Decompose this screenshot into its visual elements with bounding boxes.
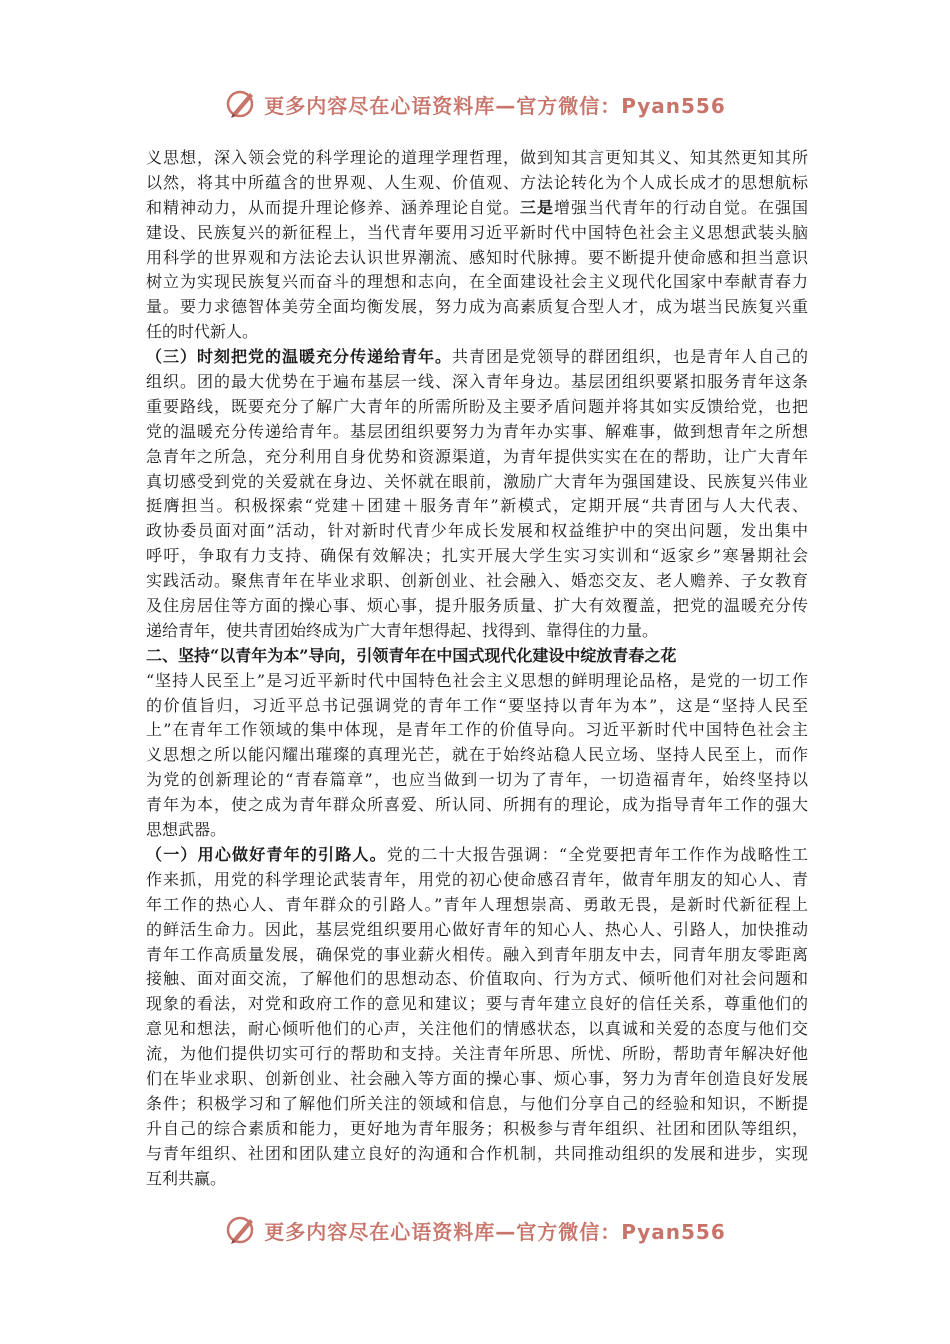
- text-line: [146, 594, 808, 619]
- text-segment: 流，为他们提供切实可行的帮助和支持。关注青年所思、所忧、所盼，帮助青年解决好他: [146, 1044, 808, 1064]
- text-line: [146, 1067, 808, 1092]
- text-segment: 急青年之所急，充分利用自身优势和资源渠道，为青年提供实实在在的帮助，让广大青年: [146, 446, 808, 466]
- text-segment: 量。要力求德智体美劳全面均衡发展，努力成为高素质复合型人才，成为堪当民族复兴重: [146, 297, 808, 317]
- text-segment: 实践活动。聚焦青年在毕业求职、创新创业、社会融入、婚恋交友、老人赡养、子女教育: [146, 571, 808, 591]
- text-segment: 义思想之所以能闪耀出璀璨的真理光芒，就在于始终站稳人民立场、坚持人民至上，而作: [146, 745, 808, 765]
- text-line: [146, 1092, 808, 1117]
- text-segment: 青年工作高质量发展，确保党的事业薪火相传。融入到青年朋友中去，同青年朋友零距离: [146, 944, 808, 964]
- text-line: [146, 893, 808, 918]
- text-line: [146, 370, 808, 395]
- text-line: [146, 843, 808, 868]
- text-segment: 呼吁，争取有力支持、确保有效解决；扎实开展大学生实习实训和“返家乡”寒暑期社会: [146, 546, 808, 566]
- text-segment: 重要路线，既要充分了解广大青年的所需所盼及主要矛盾问题并将其如实反馈给党，也把: [146, 396, 808, 416]
- text-line: [146, 868, 808, 893]
- text-line: [146, 544, 808, 569]
- text-line: [146, 1117, 808, 1142]
- text-segment: 及住房居住等方面的操心事、烦心事，提升服务质量、扩大有效覆盖，把党的温暖充分传: [146, 596, 808, 616]
- text-segment: 建设、民族复兴的新征程上，当代青年要用习近平新时代中国特色社会主义思想武装头脑: [146, 222, 808, 242]
- text-segment: 增强当代青年的行动自觉。在强国: [553, 197, 808, 217]
- text-segment: 与青年组织、社团和团队建立良好的沟通和合作机制，共同推动组织的发展和进步，实现: [146, 1143, 808, 1163]
- text-segment: 共青团是党领导的群团组织，也是青年人自己的: [452, 347, 808, 367]
- text-segment: 义思想，深入领会党的科学理论的道理学理哲理，做到知其言更知其义、知其然更知其所: [146, 148, 808, 167]
- text-line: [146, 320, 808, 345]
- text-segment: “坚持人民至上”是习近平新时代中国特色社会主义思想的鲜明理论品格，是党的一切工作: [146, 670, 808, 690]
- text-line: [146, 669, 808, 694]
- text-segment: 现象的看法，对党和政府工作的意见和建议；要与青年建立良好的信任关系，尊重他们的: [146, 994, 808, 1014]
- text-segment: 接触、面对面交流，了解他们的思想动态、价值取向、行为方式、倾听他们对社会问题和: [146, 969, 808, 989]
- text-line: [146, 694, 808, 719]
- text-segment: 和精神动力，从而提升理论修养、涵养理论自觉。: [146, 197, 520, 217]
- text-line: [146, 494, 808, 519]
- text-line: [146, 171, 808, 196]
- text-segment: 任的时代新人。: [146, 322, 259, 342]
- text-line: [146, 146, 808, 171]
- text-segment: 为党的创新理论的“青春篇章”，也应当做到一切为了青年，一切造福青年，始终坚持以: [146, 770, 808, 790]
- text-line: [146, 1167, 808, 1192]
- bold-text: （三）时刻把党的温暖充分传递给青年。: [146, 347, 452, 367]
- text-line: [146, 967, 808, 992]
- text-line: [146, 519, 808, 544]
- banner-text: 更多内容尽在心语资料库—官方微信：Pyan556: [264, 1219, 726, 1244]
- text-line: [146, 270, 808, 295]
- bold-text: （一）用心做好青年的引路人。: [146, 844, 387, 864]
- text-segment: 挺膺担当。积极探索“党建＋团建＋服务青年”新模式，定期开展“共青团与人大代表、: [146, 496, 808, 516]
- header-banner: [0, 84, 950, 124]
- text-segment: 升自己的综合素质和能力，更好地为青年服务；积极参与青年组织、社团和团队等组织，: [146, 1118, 808, 1138]
- text-segment: 互利共赢。: [146, 1168, 227, 1188]
- text-line: [146, 295, 808, 320]
- text-segment: 的鲜活生命力。因此，基层党组织要用心做好青年的知心人、热心人、引路人，加快推动: [146, 919, 808, 939]
- text-segment: 党的二十大报告强调：“全党要把青年工作作为战略性工: [386, 844, 808, 864]
- text-line: [146, 943, 808, 968]
- text-line: [146, 619, 808, 644]
- text-segment: 年工作的热心人、青年群众的引路人。”青年人理想崇高、勇敢无畏，是新时代新征程上: [146, 894, 808, 914]
- text-segment: 真切感受到党的关爱就在身边、关怀就在眼前，激励广大青年为强国建设、民族复兴伟业: [146, 471, 808, 491]
- text-segment: 意见和想法，耐心倾听他们的心声，关注他们的情感状态，以真诚和关爱的态度与他们交: [146, 1019, 808, 1039]
- text-segment: 树立为实现民族复兴而奋斗的理想和志向，在全面建设社会主义现代化国家中奉献青春力: [146, 272, 808, 292]
- text-line: [146, 793, 808, 818]
- text-line: [146, 420, 808, 445]
- text-line: [146, 221, 808, 246]
- text-line: [146, 196, 808, 221]
- text-line: [146, 918, 808, 943]
- text-line: [146, 445, 808, 470]
- text-line: [146, 1042, 808, 1067]
- text-line: [146, 818, 808, 843]
- document-body: [146, 146, 808, 1191]
- text-segment: 思想武器。: [146, 820, 227, 840]
- banner-text: 更多内容尽在心语资料库—官方微信：Pyan556: [264, 93, 726, 118]
- text-segment: 递给青年，使共青团始终成为广大青年想得起、找得到、靠得住的力量。: [146, 620, 659, 640]
- text-line: [146, 992, 808, 1017]
- text-line: [146, 395, 808, 420]
- bold-text: 二、坚持“以青年为本”导向，引领青年在中国式现代化建设中绽放青春之花: [146, 645, 677, 665]
- text-segment: 党的温暖充分传递给青年。基层团组织要努力为青年办实事、解难事，做到想青年之所想: [146, 421, 808, 441]
- text-segment: 条件；积极学习和了解他们所关注的领域和信息，与他们分享自己的经验和知识，不断提: [146, 1093, 808, 1113]
- text-segment: 以然，将其中所蕴含的世界观、人生观、价值观、方法论转化为个人成长成才的思想航标: [146, 172, 808, 192]
- text-line: [146, 470, 808, 495]
- text-segment: 用科学的世界观和方法论去认识世界潮流、感知时代脉搏。要不断提升使命感和担当意识: [146, 247, 808, 267]
- bold-text: 三是: [519, 197, 554, 217]
- text-line: [146, 718, 808, 743]
- text-line: [146, 569, 808, 594]
- pen-logo-icon: [224, 1213, 258, 1247]
- text-segment: 作来抓，用党的科学理论武装青年，用党的初心使命感召青年，做青年朋友的知心人、青: [146, 869, 808, 889]
- text-segment: 组织。团的最大优势在于遍布基层一线、深入青年身边。基层团组织要紧扣服务青年这条: [146, 372, 808, 392]
- text-segment: 们在毕业求职、创新创业、社会融入等方面的操心事、烦心事，努力为青年创造良好发展: [146, 1068, 808, 1088]
- footer-banner: [0, 1210, 950, 1250]
- text-line: [146, 743, 808, 768]
- text-line: [146, 768, 808, 793]
- text-line: [146, 1142, 808, 1167]
- text-segment: 青年为本，使之成为青年群众所喜爱、所认同、所拥有的理论，成为指导青年工作的强大: [146, 795, 808, 815]
- text-line: [146, 1017, 808, 1042]
- text-line: [146, 246, 808, 271]
- text-line: [146, 345, 808, 370]
- text-segment: 政协委员面对面”活动，针对新时代青少年成长发展和权益维护中的突出问题，发出集中: [146, 521, 808, 541]
- pen-logo-icon: [224, 87, 258, 121]
- text-segment: 的价值旨归，习近平总书记强调党的青年工作“要坚持以青年为本”，这是“坚持人民至: [146, 695, 808, 715]
- text-segment: 上”在青年工作领域的集中体现，是青年工作的价值导向。习近平新时代中国特色社会主: [146, 720, 808, 740]
- text-line: [146, 644, 808, 669]
